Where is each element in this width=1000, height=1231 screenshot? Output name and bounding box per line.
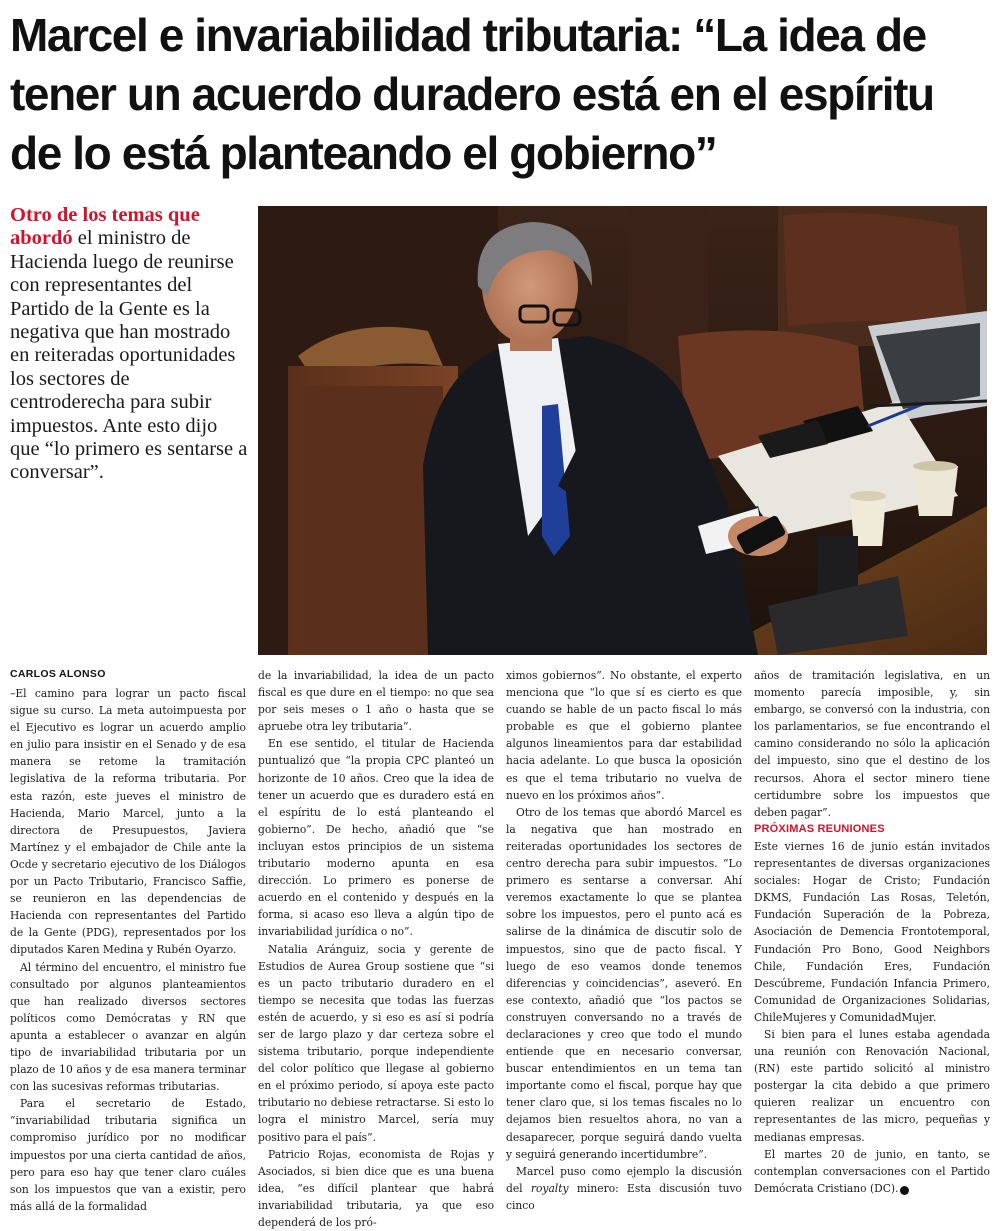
byline: CARLOS ALONSO <box>10 668 106 680</box>
body-column-4 <box>754 667 990 1197</box>
body-text: El martes 20 de junio, en tanto, se contemplan conversaciones con el Partido Demócrata Cristiano (DC). <box>754 1147 990 1195</box>
body-paragraph: de la invariabilidad, la idea de un pacto fiscal es que dure en el tiempo: no que sea por seis meses o 1 año o hasta que se apruebe otra ley tributaria”. <box>258 669 494 734</box>
body-paragraph: ximos gobiernos”. No obstante, el experto menciona que “lo que sí es cierto es que cuando se hable de un pacto fiscal lo más probable es que el gobierno plantee algunos lineamientos para dar estabilidad hacia adelante. Lo que busca la oposición es que el tema tributario no vuelva de nuevo en los próximos años”. <box>506 669 742 802</box>
body-paragraph: –El camino para lograr un pacto fiscal sigue su curso. La meta autoimpuesta por el Ejecutivo es lograr un acuerdo amplio en julio para insistir en el Senado y de esa manera se retome la tramitación legislativa de la reforma tributaria. Por esta razón, este jueves el ministro de Hacienda, Mario Marcel, junto a la directora de Presupuestos, Javiera Martínez y el embajador de Chile ante la Ocde y secretario ejecutivo de los Diálogos por un Pacto Tributario, Francisco Saffie, se reunieron en las dependencias de Hacienda con representantes del Partido de la Gente (PDG), representados por los diputados Karen Medina y Rubén Oyarzo. <box>10 687 246 957</box>
body-paragraph <box>754 1146 990 1197</box>
body-italic-text: royalty <box>530 1181 569 1195</box>
lead-highlight: Otro de los temas que abordó <box>10 204 200 250</box>
body-column-3 <box>506 667 742 1214</box>
body-paragraph: Patricio Rojas, economista de Rojas y Asociados, si bien dice que es una buena idea, “es difícil plantear que habrá invariabilidad tributaria, ya que eso dependerá de los pró- <box>258 1147 494 1229</box>
end-of-article-mark: P <box>900 1186 909 1195</box>
body-paragraph: Natalia Aránguiz, socia y gerente de Estudios de Aurea Group sostiene que “si es un pacto tributario duradero en el tiempo se necesita que todas las fuerzas estén de acuerdo, y si eso es así si podría ser de largo plazo y dar certeza sobre el sistema tributario, porque independiente del color político que llegase al gobierno en el próximo periodo, sí apoya este pacto tributario no debiese retractarse. Si esto lo logra el ministro Marcel, sería muy positivo para el país”. <box>258 942 494 1144</box>
body-paragraph: Si bien para el lunes estaba agendada una reunión con Renovación Nacional, (RN) este partido solicitó al ministro postergar la cita debido a que primero quieren realizar un encuentro con representantes de las micro, pequeñas y medianas empresas. <box>754 1027 990 1144</box>
body-column-2 <box>258 667 494 1231</box>
body-paragraph: En ese sentido, el titular de Hacienda puntualizó que “la propia CPC planteó un horizonte de 10 años. Creo que la idea de tener un acuerdo que es duradero está en el espíritu de lo está planteando el gobierno”. De hecho, añadió que “se incluyan estos principios de un sistema tributario moderno apunta en esa dirección. Lo primero es ponerse de acuerdo en el contenido y después en la forma, si acaso eso lleva a algún tipo de invariabilidad jurídica o no”. <box>258 737 494 939</box>
body-paragraph: años de tramitación legislativa, en un momento parecía imposible, y, sin embargo, se conversó con la industria, con los parlamentarios, se fue encontrando el camino considerando no sólo la aplicación del impuesto, sino que el destino de los recursos. Ahora el sector minero tiene certidumbre sobre los impuestos que deben pagar”. <box>754 669 990 819</box>
body-paragraph: Al término del encuentro, el ministro fue consultado por algunos planteamientos que han realizado diversos sectores políticos como Demócratas y RN que apunta a establecer o avanzar en algún tipo de invariabilidad tributaria por un plazo de 10 años y de esa manera terminar con las sucesivas reformas tributarias. <box>10 960 246 1094</box>
lead-text: el ministro de Hacienda luego de reunirse con representantes del Partido de la Gente es la negativa que han mostrado en reiteradas oportunidades los sectores de centroderecha para subir impuestos. Ante esto dijo que “lo primero es sentarse a conversar”. <box>10 227 248 484</box>
article-photo <box>258 206 987 655</box>
body-paragraph: Otro de los temas que abordó Marcel es la negativa que han mostrado en reiteradas oportunidades los sectores de centro derecha para subir impuestos. “Lo primero es sentarse a conversar. Ahí veremos exactamente lo que se plantea sobre los impuestos, pero el punto acá es salirse de la dinámica de discutir solo de impuestos, sino que de pacto fiscal. Y luego de eso veamos donde tenemos diferencias y coincidencias”, aseveró. En ese contexto, añadió que “los pactos se construyen conversando no a través de declaraciones y creo que todo el mundo entiende que en necesario conversar, buscar entendimientos en un tema tan importante como el fiscal, porque hay que tener claro que, si los temas fiscales no lo dejamos bien resueltos ahora, no van a desaparecer, porque seguirá dando vuelta y seguirá generando incertidumbre”. <box>506 805 742 1161</box>
body-column-1 <box>10 685 246 1215</box>
lead-paragraph <box>10 204 248 485</box>
body-text: minero: Esta discusión tuvo cinco <box>506 1181 742 1212</box>
body-text: Marcel puso como ejemplo la discusión del <box>506 1164 742 1195</box>
body-paragraph <box>506 1163 742 1214</box>
body-paragraph: Para el secretario de Estado, “invariabilidad tributaria significa un compromiso jurídico por no modificar impuestos por una cierta cantidad de años, pero para eso hay que tener claro cuáles son los impuestos que van a existir, pero más allá de la formalidad <box>10 1097 246 1213</box>
photo-illustration <box>258 206 987 655</box>
headline: Marcel e invariabilidad tributaria: “La idea de tener un acuerdo duradero está en el espíritu de lo está planteando el gobierno” <box>10 9 934 179</box>
section-subhead: PRÓXIMAS REUNIONES <box>754 822 885 835</box>
body-paragraph: Este viernes 16 de junio están invitados representantes de diversas organizaciones sociales: Hogar de Cristo; Fundación DKMS, Fundación Las Rosas, Teletón, Fundación Superación de la Pobreza, Asociación de Demencia Frontotemporal, Fundación Pro Bono, Good Neighbors Chile, Fundación Eres, Fundación Descúbreme, Fundación Infancia Primero, Comunidad de Organizaciones Solidarias, ChileMujeres y ComunidadMujer. <box>754 839 990 1024</box>
